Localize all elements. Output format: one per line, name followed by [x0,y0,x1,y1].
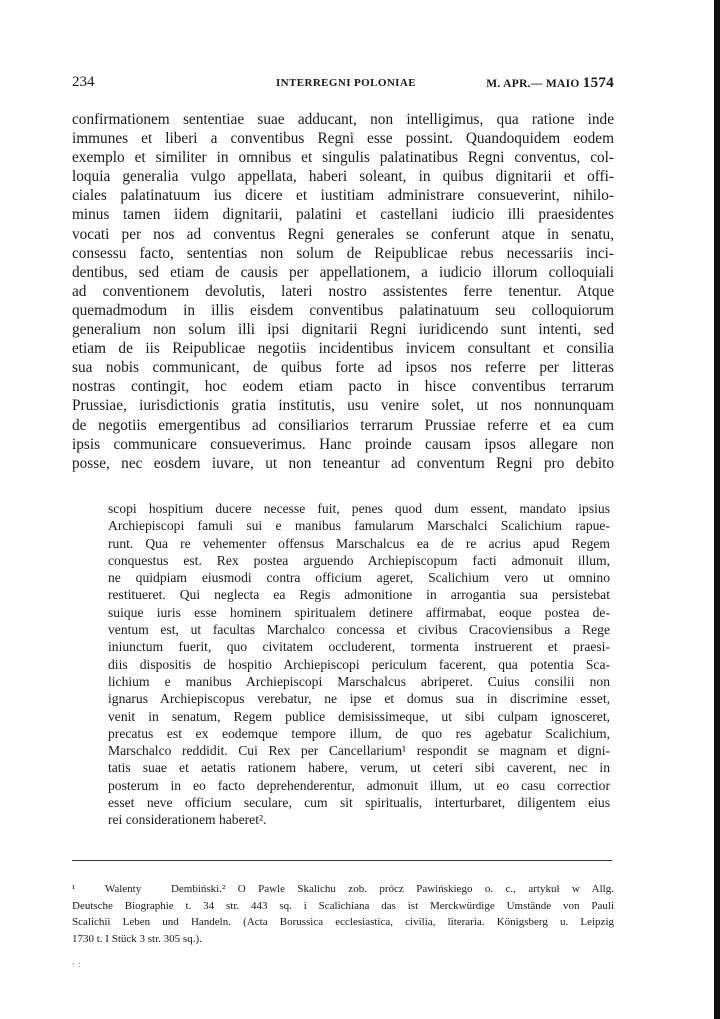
quote-line: runt. Qua re vehementer offensus Marschalcus ea de re acrius apud Regem [108,535,610,551]
quote-line: precatus est ex eodemque tempore illum, de quo res agebatur Scalichium, [108,725,610,741]
main-text-line: de negotiis emergentibus ad consiliarios terrarum Prussiae referre et ea cum [72,416,614,434]
footnote-2-start: ² O Pawle Skalichu zob. prócz Pawińskiego o. c., artykuł w Allg. [222,883,614,895]
quote-line: esset neve officium seculare, cum sit spiritualis, interturbaret, diligentem eius [108,795,610,811]
quoted-passage [108,500,610,829]
main-text-line: confirmationem sententiae suae adducant, non intelligimus, qua ratione inde [72,111,614,128]
quote-line: scopi hospitium ducere necesse fuit, penes quod dum essent, mandato ipsius [108,501,610,516]
quote-line: lichium e manibus Archiepiscopi Marschalcus abriperet. Cuius consilii non [108,673,610,689]
main-text-line: nostras contingit, hoc eodem etiam pacto in hisce conventibus terrarum [72,378,614,396]
main-text-line: loquia generalia vulgo appellata, haberi soleant, in quibus dignitarii et offi- [72,168,614,186]
quote-line: venit in senatum, Regem publice demisissimeque, ut sibi culpam ignosceret, [108,708,610,724]
main-text-line: immunes et liberi a conventibus Regni esse possint. Quandoquidem eodem [72,130,614,148]
footnote-rule [72,860,612,861]
quote-line: Archiepiscopi famuli sui e manibus famularum Marschalci Scalichium rapue- [108,518,610,534]
date-range [486,75,614,92]
main-text-line: vocati per nos ad conventus Regni generales se conferunt atque in senatu, [72,225,614,243]
main-text-line: etiam de iis Reipublicae negotiis incidentibus invicem consultant et consilia [72,340,614,358]
quote-line: diis dispositis de hospitio Archiepiscopi periculum facerent, qua potentia Sca- [108,656,610,672]
quote-line: ventum est, ut facultas Marchalco concessa et civibus Cracoviensibus a Rege [108,622,610,638]
page-number: 234 [72,74,95,90]
footnote-line: Scalichii Leben und Handeln. (Acta Borussica ecclesiastica, civilia, literaria. Königsberg u. Leipzig [72,916,614,928]
main-text-line: posse, nec eosdem iuvare, ut non teneantur ad conventum Regni pro debito [72,454,614,472]
quote-line: tatis suae et aetatis rationem habere, verum, ut ceteri sibi caverent, nec in [108,760,610,776]
main-text [72,110,614,473]
main-text-line: dentibus, sed etiam de causis per appellationem, a iudicio illorum colloquiali [72,263,614,281]
scan-specks: · : [72,960,81,970]
main-text-line: exemplo et similiter in omnibus et singulis palatinatibus Regni conventus, col- [72,149,614,167]
scan-edge [714,0,720,1019]
quote-line: iniunctum fuerit, quo civitatem occluderent, tormenta instruerent et praesi- [108,639,610,655]
quote-line: posterum in eo facto deprehenderentur, admonuit illum, ut eo casu correctior [108,777,610,793]
main-text-line: minus tamen iidem dignitarii, palatini et castellani iudicio illi praesidentes [72,206,614,224]
main-text-line: sua nobis communicant, de quibus forte ad ipsos nos referre per litteras [72,359,614,377]
main-text-line: ad conventionem devolutis, lateri nostro assistentes ferre tenentur. Atque [72,282,614,300]
quote-line: suique iuris esse hominem spiritualem detinere affirmabat, eoque postea de- [108,604,610,620]
quote-line: ignarus Archiepiscopus verebatur, ne ipse et domus sua in discrimine esset, [108,691,610,707]
quote-line: rei considerationem haberet². [108,812,267,828]
quote-line: ne quidpiam eiusmodi contra officium ageret, Scalichium vero ut omnino [108,570,610,586]
running-header [72,74,614,96]
main-text-line: generalium non solum illi ipsi dignitarii Regni iuridicendo sunt intenti, sed [72,321,614,339]
main-text-line: quemadmodum in illis eisdem conventibus palatinatuum seu colloquiorum [72,301,614,319]
footnotes [72,881,614,947]
main-text-line: consessu facto, sententias non solum de Reipublicae rebus necessariis inci- [72,244,614,262]
year: 1574 [582,75,614,91]
main-text-line: ciales palatinatuum ius dicere et iustitiam administrare consueverint, nihilo- [72,187,614,205]
footnote-1: ¹ Walenty Dembiński. [72,883,222,895]
quote-line: conquestus est. Rex postea arguendo Archiepiscopum facti admonuit illum, [108,552,610,568]
footnote-line: Deutsche Biographie t. 34 str. 443 sq. i Scalichiana das ist Merckwürdige Umstände von Pauli [72,899,614,912]
main-text-line: ipsis communicare consueverimus. Hanc proinde causam ipsos allegare non [72,435,614,453]
footnote-line [72,881,614,898]
date-range-months: M. APR.— MAIO [486,78,580,90]
main-text-line: Prussiae, iurisdictionis gratia institutis, usu venire solet, ut nos nonnunquam [72,397,614,415]
quote-line: restitueret. Qui neglecta ea Regis admonitione in arrogantia sua persistebat [108,587,610,603]
running-title: INTERREGNI POLONIAE [276,77,416,89]
footnote-line: 1730 t. I Stück 3 str. 305 sq.). [72,932,202,945]
quote-line: Marschalco reddidit. Cui Rex per Cancellarium¹ respondit se magnam et digni- [108,743,610,759]
